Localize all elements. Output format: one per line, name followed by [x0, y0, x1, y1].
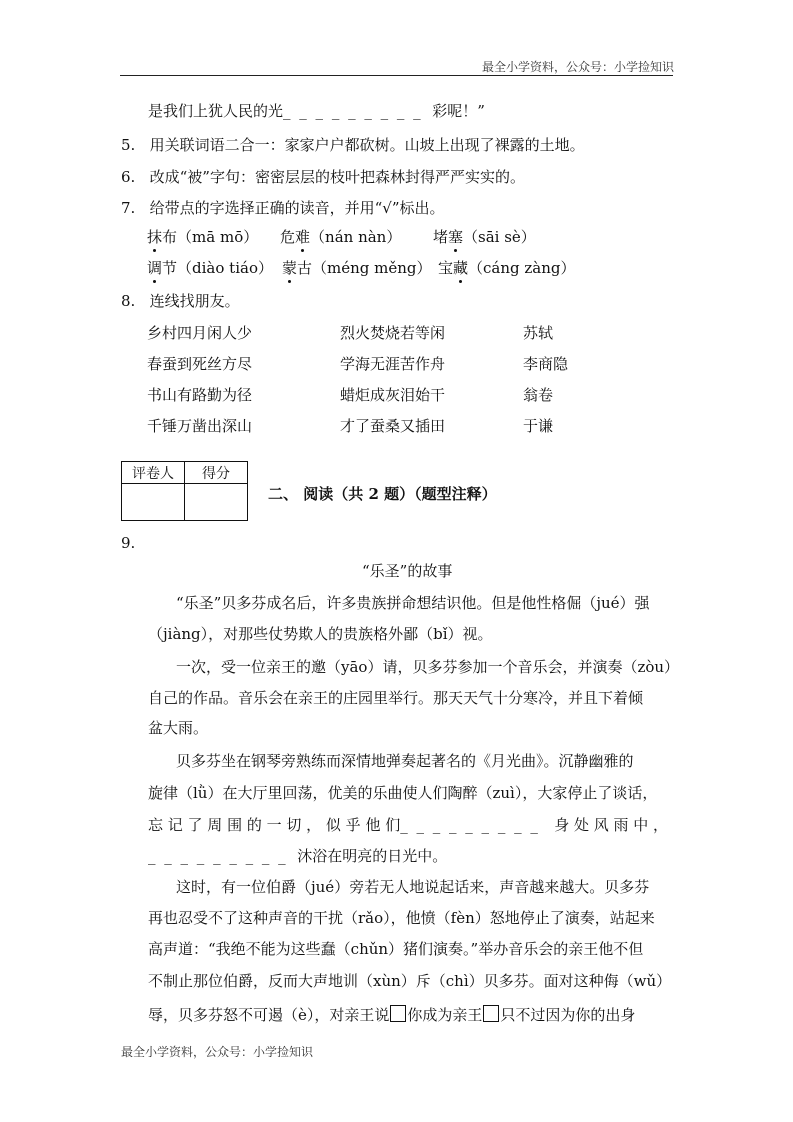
dotted-char: 难	[295, 228, 311, 246]
q7-item-5	[282, 257, 432, 279]
q8-text: 连线找朋友。	[149, 292, 240, 310]
question-6	[121, 166, 525, 188]
q7-word-rest: 节	[162, 259, 178, 277]
q8-number: 8.	[121, 292, 136, 310]
last-b: 你成为亲王	[407, 1006, 483, 1024]
story-line-8	[148, 814, 668, 836]
match-right-4: 于谦	[523, 417, 554, 435]
score-header: 得分	[185, 462, 248, 484]
q6-text: 改成“被”字句：密密层层的枝叶把森林封得严严实实的。	[149, 168, 525, 186]
story-line-9	[148, 845, 447, 867]
story-line-13: 不制止那位伯爵，反而大声地训（xùn）斥（chì）贝多芬。面对这种侮（wǔ）	[148, 972, 672, 990]
story-line-6: 贝多芬坐在钢琴旁熟练而深情地弹奏起著名的《月光曲》。沉静幽雅的	[176, 752, 634, 770]
story-line-1: “乐圣”贝多芬成名后，许多贵族拼命想结识他。但是他性格倔（jué）强	[176, 594, 650, 612]
question-5	[121, 134, 585, 156]
line8-post: 身 处 风 雨 中 ，	[554, 816, 669, 834]
match-right-3: 翁卷	[523, 386, 554, 404]
q9-number: 9.	[121, 534, 136, 552]
reviewer-header: 评卷人	[122, 462, 185, 484]
q7-word-pre: 堵	[433, 228, 449, 246]
q7-number: 7.	[121, 199, 136, 217]
q5-number: 5.	[121, 136, 136, 154]
q7-item-3	[433, 226, 536, 248]
q7-word-rest: 古	[297, 259, 313, 277]
section-2-title: 二、 阅读（共 2 题）（题型注释）	[268, 485, 497, 503]
story-line-3: 一次，受一位亲王的邀（yāo）请，贝多芬参加一个音乐会，并演奏（zòu）	[176, 658, 680, 676]
story-title: “乐圣”的故事	[362, 562, 453, 580]
q7-pinyin-options: （nán nàn）	[310, 228, 402, 246]
story-line-5: 盆大雨。	[148, 719, 209, 737]
q7-item-4	[147, 257, 273, 279]
q6-number: 6.	[121, 168, 136, 186]
reviewer-cell[interactable]	[122, 484, 185, 521]
line9-post: 沐浴在明亮的日光中。	[297, 847, 448, 865]
q4-tail-text: 是我们上犹人民的光	[148, 102, 284, 120]
q7-pinyin-options: （diào tiáo）	[177, 259, 273, 277]
story-line-14	[148, 1004, 635, 1026]
match-left-2: 春蚕到死丝方尽	[147, 355, 253, 373]
punctuation-box-2[interactable]	[483, 1005, 499, 1022]
story-line-7: 旋律（lǜ）在大厅里回荡，优美的乐曲使人们陶醉（zuì），大家停止了谈话，	[148, 784, 658, 802]
dotted-char: 塞	[448, 228, 464, 246]
footer-source: 最全小学资料，公众号：小学捡知识	[121, 1045, 314, 1059]
line8-pre: 忘 记 了 周 围 的 一 切 ， 似 乎 他 们	[148, 816, 401, 834]
story-line-4: 自己的作品。音乐会在亲王的庄园里举行。那天天气十分寒冷，并且下着倾	[148, 689, 644, 707]
match-left-4: 千锤万凿出深山	[147, 417, 253, 435]
story-line-12: 高声道：“我绝不能为这些蠢（chǔn）猪们演奏。”举办音乐会的亲王他不但	[148, 940, 644, 958]
match-right-1: 苏轼	[523, 324, 554, 342]
q7-pinyin-options: （méng měng）	[312, 259, 432, 277]
score-table	[121, 461, 248, 521]
match-mid-2: 学海无涯苦作舟	[340, 355, 446, 373]
q4-blank: _ _ _ _ _ _ _ _ _	[283, 102, 423, 120]
dotted-char: 藏	[453, 259, 469, 277]
story-line-11: 再也忍受不了这种声音的干扰（rǎo），他愤（fèn）怒地停止了演奏，站起来	[148, 909, 655, 927]
q5-text: 用关联词语二合一：家家户户都砍树。山坡上出现了裸露的土地。	[149, 136, 585, 154]
dotted-char: 抹	[147, 228, 163, 246]
q7-pinyin-options: （cáng zàng）	[468, 259, 576, 277]
match-right-2: 李商隐	[523, 355, 569, 373]
story-line-2: （jiàng），对那些仗势欺人的贵族格外鄙（bǐ）视。	[148, 625, 493, 643]
score-cell[interactable]	[185, 484, 248, 521]
question-7	[121, 197, 445, 219]
q7-pinyin-options: （mā mō）	[177, 228, 259, 246]
last-a: 辱，贝多芬怒不可遏（è），对亲王说	[148, 1006, 390, 1024]
q7-item-2	[280, 226, 401, 248]
q7-word-rest: 布	[162, 228, 178, 246]
story-line-10: 这时，有一位伯爵（jué）旁若无人地说起话来，声音越来越大。贝多芬	[176, 878, 650, 896]
q7-item-1	[147, 226, 258, 248]
header-rule	[120, 75, 673, 76]
fill-blank-1[interactable]: _ _ _ _ _ _ _ _ _	[400, 816, 540, 834]
q7-item-6	[438, 257, 576, 279]
match-left-1: 乡村四月闲人少	[147, 324, 253, 342]
q4-tail-line	[148, 100, 485, 122]
match-mid-4: 才了蚕桑又插田	[340, 417, 446, 435]
question-8	[121, 290, 240, 312]
header-source: 最全小学资料，公众号：小学捡知识	[482, 60, 675, 74]
match-mid-3: 蜡炬成灰泪始干	[340, 386, 446, 404]
dotted-char: 蒙	[282, 259, 298, 277]
punctuation-box-1[interactable]	[390, 1005, 406, 1022]
last-c: 只不过因为你的出身	[500, 1006, 636, 1024]
match-left-3: 书山有路勤为径	[147, 386, 253, 404]
q7-text: 给带点的字选择正确的读音，并用“√”标出。	[149, 199, 445, 217]
q4-tail-end: 彩呢！”	[432, 102, 485, 120]
fill-blank-2[interactable]: _ _ _ _ _ _ _ _ _	[148, 847, 288, 865]
q7-word-pre: 宝	[438, 259, 454, 277]
match-mid-1: 烈火焚烧若等闲	[340, 324, 446, 342]
q7-word-pre: 危	[280, 228, 296, 246]
dotted-char: 调	[147, 259, 163, 277]
q7-pinyin-options: （sāi sè）	[463, 228, 536, 246]
